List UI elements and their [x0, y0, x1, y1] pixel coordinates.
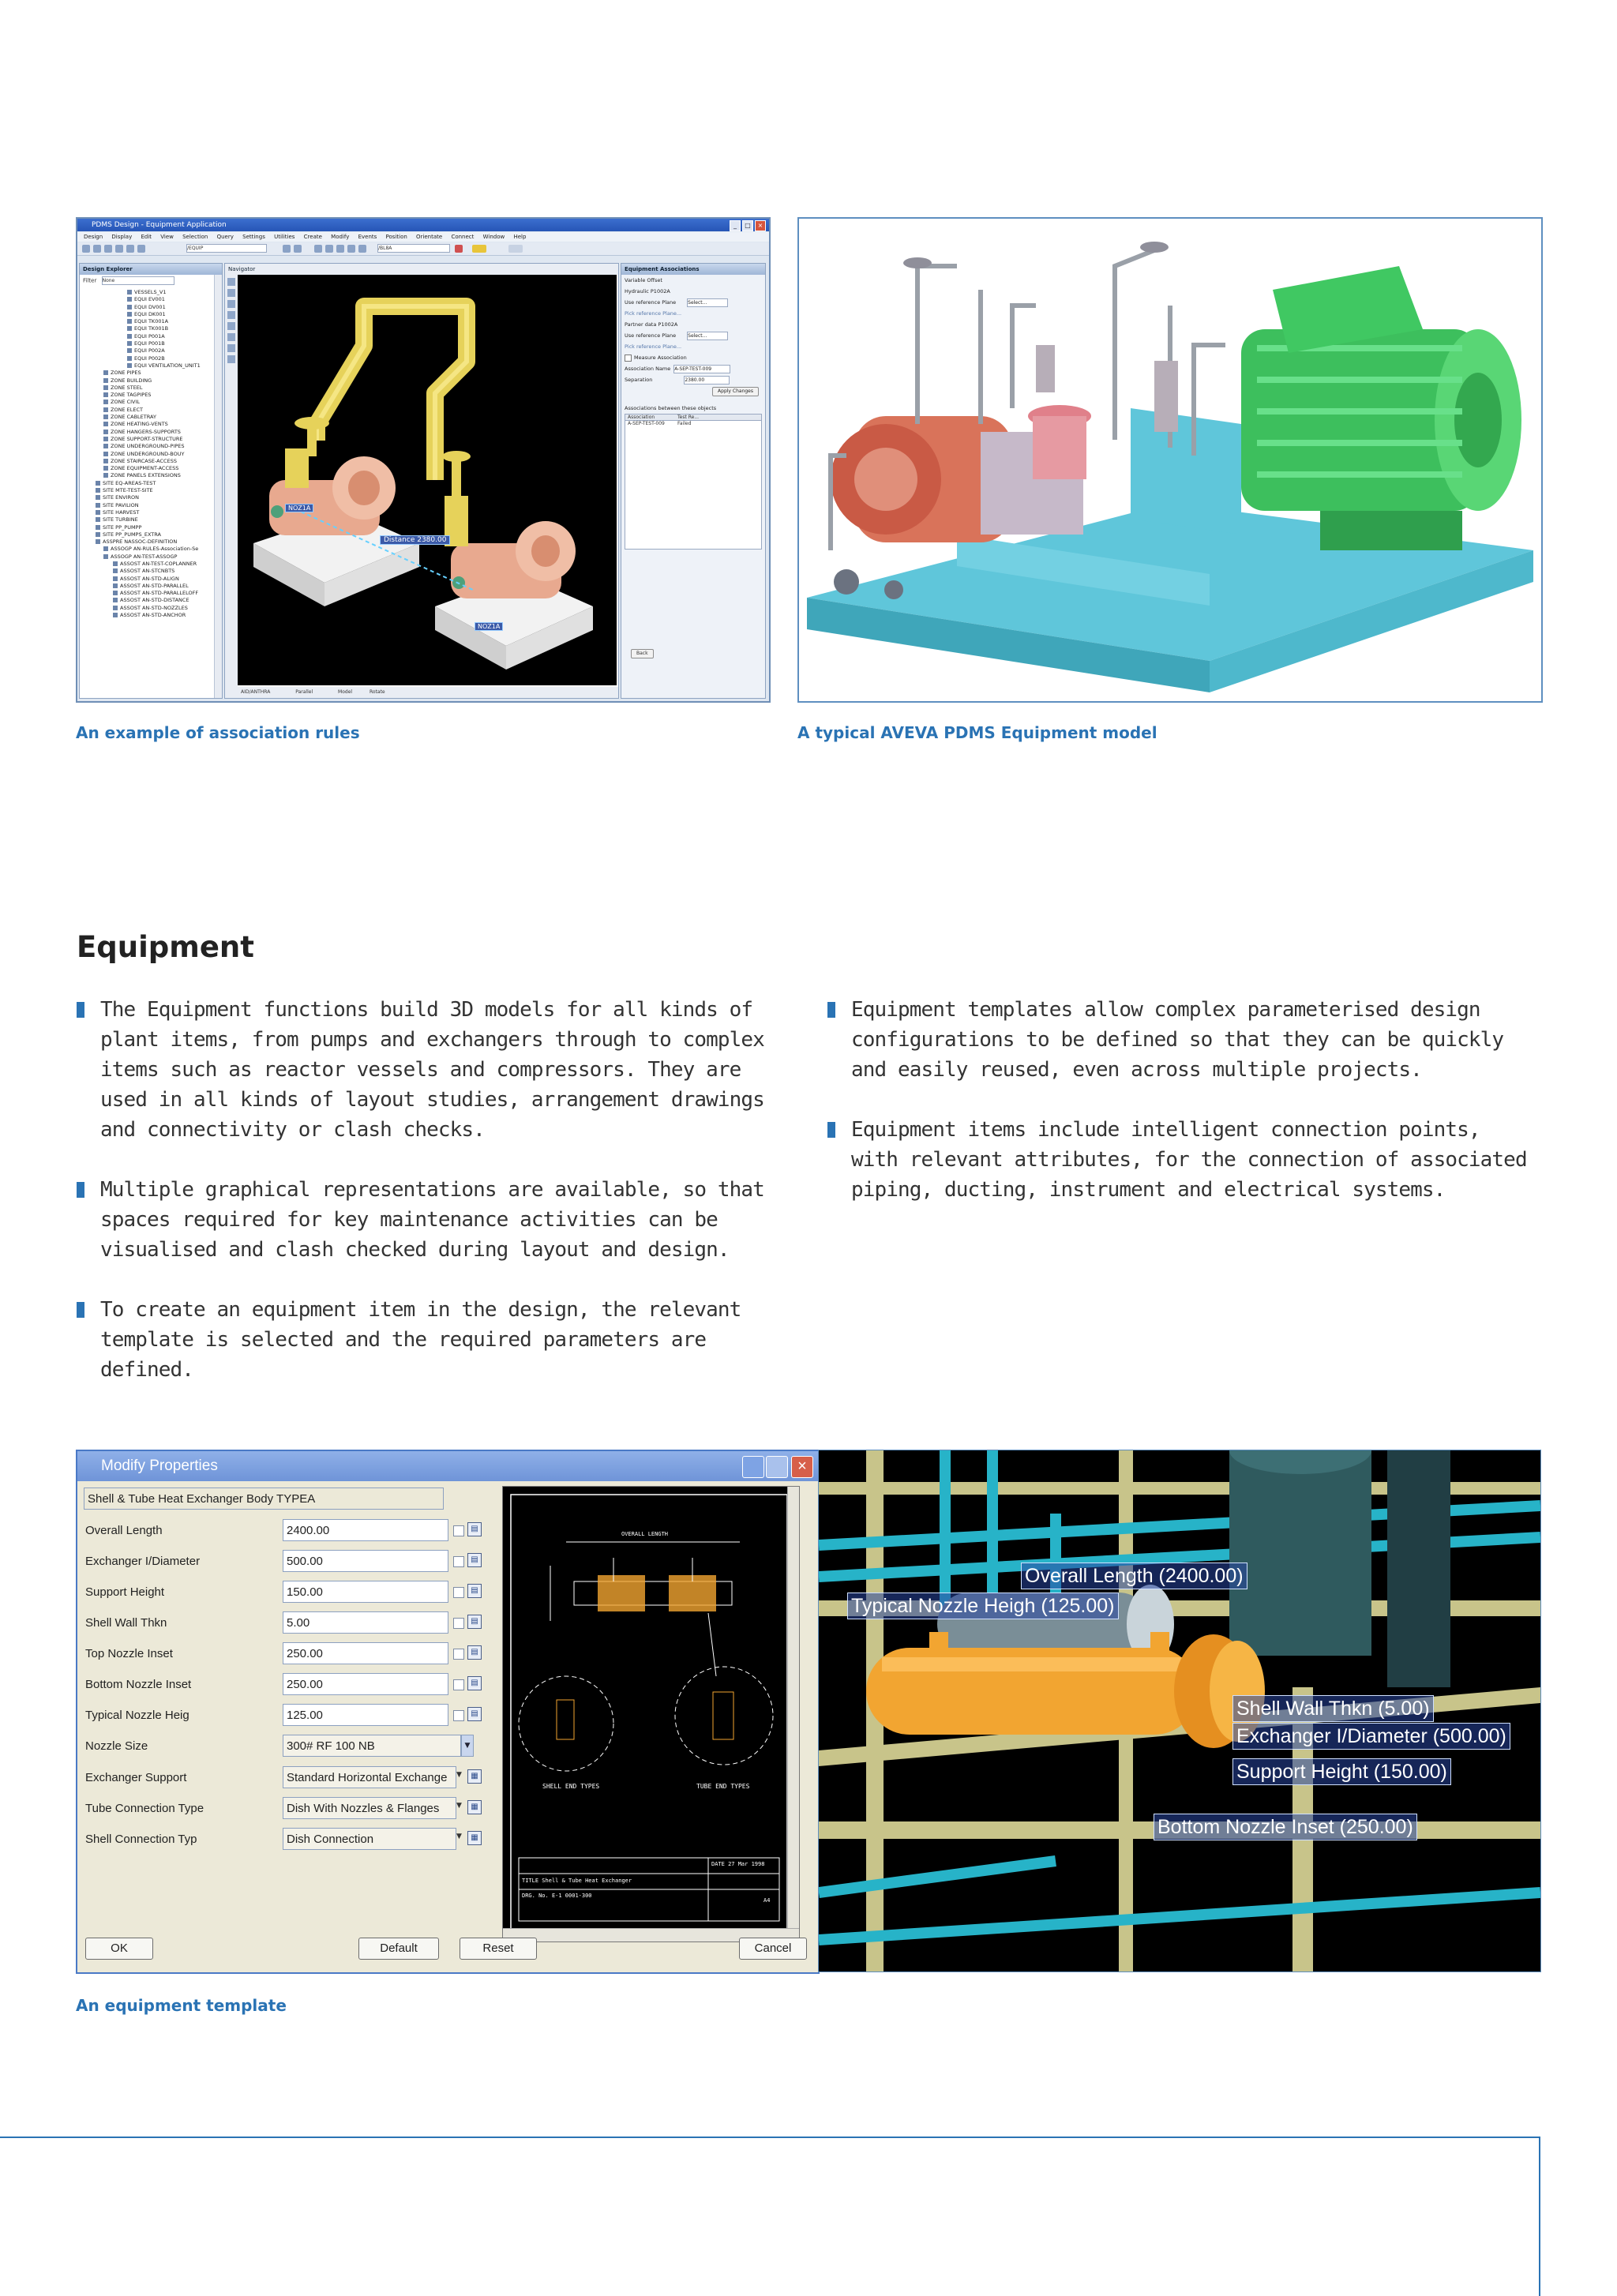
caption-equipment-model: A typical AVEVA PDMS Equipment model: [797, 723, 1157, 742]
menu-item[interactable]: Window: [482, 234, 505, 240]
overall-length-label: Overall Length (2400.00): [1021, 1563, 1247, 1589]
menu-item[interactable]: Help: [513, 234, 527, 240]
calculator-icon[interactable]: ▤: [467, 1522, 482, 1536]
tree-item[interactable]: EQUI TK001A: [80, 318, 214, 325]
association-icon: [113, 576, 118, 581]
nozzle-height-input[interactable]: 125.00: [283, 1704, 448, 1726]
pump-motor-skid-illustration: [799, 219, 1541, 701]
modify-properties-dialog: [76, 1450, 820, 1974]
measure-checkbox[interactable]: [625, 355, 632, 362]
nozzle-height-label: Typical Nozzle Heigh (125.00): [847, 1593, 1119, 1619]
chevron-down-icon[interactable]: ▼: [456, 1771, 462, 1779]
association-icon: [113, 598, 118, 602]
field-checkbox[interactable]: [453, 1587, 464, 1598]
zone-icon: [103, 422, 108, 426]
equipment-icon: [127, 363, 132, 368]
toolbar-icon[interactable]: [336, 245, 344, 253]
tree-item[interactable]: SITE MTE-TEST-SITE: [80, 487, 214, 494]
tree-item[interactable]: SITE HARVEST: [80, 509, 214, 516]
tube-end-types-note: TUBE END TYPES: [696, 1783, 750, 1790]
tree-item[interactable]: SITE PP_PUMPP: [80, 524, 214, 531]
equipment-type-field[interactable]: Shell & Tube Heat Exchanger Body TYPEA: [84, 1488, 444, 1510]
maximize-icon[interactable]: [766, 1456, 788, 1478]
tree-item[interactable]: ASSOST AN-STD-PARALLELOFF: [80, 590, 214, 597]
toolbar-icon[interactable]: [115, 245, 123, 253]
zone-icon: [103, 437, 108, 441]
back-button[interactable]: Back: [631, 649, 654, 658]
tree-item[interactable]: ASSOST AN-STD-NOZZLES: [80, 605, 214, 612]
tree-item[interactable]: ASSOST AN-STD-ALIGN: [80, 576, 214, 583]
zone-icon: [103, 459, 108, 463]
association-icon: [103, 554, 108, 559]
status-item: Parallel: [295, 689, 313, 695]
field-label: Overall Length: [85, 1524, 163, 1537]
zone-icon: [103, 378, 108, 383]
equipment-icon: [127, 348, 132, 353]
view-tool-icon[interactable]: [227, 300, 235, 308]
bullet-item: The Equipment functions build 3D models for all kinds of plant items, from pumps and exchangers through to complex items such as reactor vessels and compressors. They are used in all kinds of layout studies, arrangement drawings and connectivity or clash checks.: [77, 995, 787, 1145]
toolbar-icon[interactable]: [283, 245, 291, 253]
caption-association-rules: An example of association rules: [76, 723, 360, 742]
assoc-row: Association Name A-SEP-TEST-009: [621, 363, 765, 374]
tree-item[interactable]: EQUI P002B: [80, 355, 214, 362]
association-icon: [113, 561, 118, 566]
menu-item[interactable]: Position: [385, 234, 407, 240]
calculator-icon[interactable]: ▤: [467, 1676, 482, 1690]
status-item: Model: [338, 689, 353, 695]
calculator-icon[interactable]: ▤: [467, 1584, 482, 1598]
tree-item[interactable]: ZONE CABLETRAY: [80, 414, 214, 421]
view-tool-icon[interactable]: [227, 322, 235, 330]
exchanger-diameter-label: Exchanger I/Diameter (500.00): [1232, 1723, 1510, 1750]
table-row[interactable]: [625, 421, 761, 426]
tree-item[interactable]: ZONE TAGPIPES: [80, 392, 214, 399]
view-tool-icon[interactable]: [227, 289, 235, 297]
field-label: Exchanger I/Diameter: [85, 1555, 201, 1568]
tree-item[interactable]: ZONE STEEL: [80, 385, 214, 392]
bullet-item: Equipment items include intelligent connection points, with relevant attributes, for the connection of associated piping, ducting, instrument and electrical systems.: [827, 1115, 1538, 1205]
toolbar-icon[interactable]: [472, 245, 486, 253]
tree-item[interactable]: SITE EQ-AREAS-TEST: [80, 480, 214, 487]
toolbar: [77, 242, 769, 256]
menu-item[interactable]: Events: [358, 234, 377, 240]
tree-item[interactable]: SITE TURBINE: [80, 516, 214, 523]
field-checkbox[interactable]: [453, 1556, 464, 1567]
site-icon: [96, 495, 100, 500]
equipment-icon: [127, 312, 132, 317]
toolbar-icon[interactable]: [126, 245, 134, 253]
tree-item[interactable]: ZONE ELECT: [80, 407, 214, 414]
filter-select[interactable]: None: [102, 276, 174, 285]
3d-viewport[interactable]: [238, 275, 617, 685]
zone-icon: [103, 370, 108, 375]
equipment-icon: [127, 319, 132, 324]
assoc-row: Partner data P1002A: [625, 321, 678, 328]
view-tool-icon[interactable]: [227, 355, 235, 363]
viewport-title: Navigator: [225, 264, 618, 275]
view-tool-icon[interactable]: [227, 333, 235, 341]
exchanger-support-select[interactable]: Standard Horizontal Exchange: [283, 1766, 456, 1788]
tree-item[interactable]: ZONE UNDERGROUND-BOUY: [80, 451, 214, 458]
chevron-down-icon[interactable]: ▼: [461, 1735, 474, 1757]
filter-label: Filter: [83, 277, 97, 284]
reset-button[interactable]: Reset: [460, 1938, 537, 1960]
assoc-title: Equipment Associations: [621, 264, 765, 275]
toolbar-icon[interactable]: [358, 245, 366, 253]
field-label: Exchanger Support: [85, 1771, 187, 1784]
footer-frame: [0, 2137, 1540, 2296]
tree-item[interactable]: VESSELS_V1: [80, 289, 214, 296]
window-title: PDMS Design - Equipment Application: [92, 221, 227, 229]
assoc-table-header: [625, 415, 761, 421]
assoc-link[interactable]: Pick reference Plane...: [625, 310, 682, 317]
zone-icon: [103, 473, 108, 478]
view-toolbar: [225, 275, 238, 687]
ok-button[interactable]: OK: [85, 1938, 153, 1960]
menu-item[interactable]: Design: [84, 234, 103, 240]
toolbar-icon[interactable]: [508, 245, 523, 253]
assoc-link[interactable]: Pick reference Plane...: [625, 343, 682, 350]
tree-item[interactable]: ZONE EQUIPMENT-ACCESS: [80, 465, 214, 472]
separation-input[interactable]: 2380.00: [684, 376, 730, 385]
element-field[interactable]: /EQUIP: [186, 244, 267, 253]
tree-item[interactable]: EQUI TK001B: [80, 325, 214, 332]
back-row: [628, 643, 654, 658]
association-icon: [113, 606, 118, 610]
assoc-row: [621, 385, 765, 396]
pdms-design-window: [76, 217, 771, 703]
shell-wall-input[interactable]: 5.00: [283, 1611, 448, 1634]
bottom-nozzle-inset-label: Bottom Nozzle Inset (250.00): [1154, 1814, 1417, 1840]
chevron-down-icon[interactable]: ▼: [456, 1833, 462, 1840]
top-nozzle-inset-input[interactable]: 250.00: [283, 1642, 448, 1664]
equipment-icon: [127, 290, 132, 295]
menu-item[interactable]: Selection: [182, 234, 208, 240]
assoc-row: Use reference Plane Select...: [621, 297, 765, 308]
title-block-drg: DRG. No. E-1 0001-300: [522, 1893, 592, 1899]
zone-icon: [103, 407, 108, 412]
menu-item[interactable]: Settings: [242, 234, 265, 240]
shell-end-types-note: SHELL END TYPES: [542, 1783, 600, 1790]
tree-item[interactable]: ZONE CIVIL: [80, 399, 214, 406]
tree-item[interactable]: EQUI DK001: [80, 311, 214, 318]
zone-icon: [103, 466, 108, 471]
field-label: Typical Nozzle Heig: [85, 1709, 189, 1722]
navigator-panel: [224, 263, 619, 699]
zone-icon: [103, 392, 108, 397]
cancel-button[interactable]: Cancel: [739, 1938, 807, 1960]
tree-item[interactable]: ASSOST AN-STCNBTS: [80, 568, 214, 575]
tree-item[interactable]: SITE PP_PUMPS_EXTRA: [80, 531, 214, 538]
field-checkbox[interactable]: [453, 1710, 464, 1721]
assoc-row: Use reference Plane Select...: [621, 330, 765, 341]
assoc-row: Hydraulic P1002A: [625, 288, 670, 295]
assoc-between-label: Associations between these objects: [625, 405, 717, 411]
column-header[interactable]: Test Re...: [677, 415, 700, 420]
edit-grid-icon[interactable]: ▦: [467, 1769, 482, 1784]
calculator-icon[interactable]: ▤: [467, 1645, 482, 1660]
tree-item[interactable]: EQUI P001A: [80, 333, 214, 340]
filter-row: [80, 275, 222, 287]
field-checkbox[interactable]: [453, 1525, 464, 1536]
equipment-icon: [127, 297, 132, 302]
assoc-table: [625, 414, 762, 550]
title-block-sheet: A4: [763, 1897, 771, 1904]
field-label: Bottom Nozzle Inset: [85, 1678, 192, 1691]
menu-bar: [77, 232, 769, 242]
toolbar-icon[interactable]: [82, 245, 90, 253]
field-checkbox[interactable]: [453, 1679, 464, 1690]
shell-wall-label: Shell Wall Thkn (5.00): [1232, 1695, 1434, 1722]
tube-connection-select[interactable]: Dish With Nozzles & Flanges: [283, 1797, 456, 1819]
close-icon[interactable]: ×: [791, 1456, 813, 1478]
overall-length-input[interactable]: 2400.00: [283, 1519, 448, 1541]
maximize-icon[interactable]: □: [742, 220, 753, 231]
tree-item[interactable]: ASSOST AN-TEST-COPLANNER: [80, 561, 214, 568]
pump-pair-illustration: [238, 275, 617, 685]
association-icon: [96, 539, 100, 544]
menu-item[interactable]: Query: [216, 234, 234, 240]
section-heading: Equipment: [77, 930, 254, 964]
tree-item[interactable]: ZONE PIPES: [80, 370, 214, 377]
nozzle-size-select[interactable]: 300# RF 100 NB: [283, 1735, 461, 1757]
exchanger-drawing: [503, 1487, 799, 1941]
window-title-bar: [77, 219, 769, 231]
site-icon: [96, 517, 100, 522]
toolbar-icon[interactable]: [294, 245, 302, 253]
tree-item[interactable]: ASSOST AN-STD-ANCHOR: [80, 612, 214, 619]
nozzle-tag-b: NOZ1A: [475, 622, 503, 631]
tree-item[interactable]: SITE PAVILION: [80, 502, 214, 509]
field-label: Top Nozzle Inset: [85, 1647, 173, 1660]
close-icon[interactable]: ×: [755, 220, 766, 231]
toolbar-icon[interactable]: [137, 245, 145, 253]
shell-connection-select[interactable]: Dish Connection: [283, 1828, 456, 1850]
apply-changes-button[interactable]: Apply Changes: [712, 387, 759, 396]
view-tool-icon[interactable]: [227, 278, 235, 286]
chevron-down-icon[interactable]: ▼: [456, 1802, 462, 1810]
toolbar-icon[interactable]: [104, 245, 112, 253]
calculator-icon[interactable]: ▤: [467, 1615, 482, 1629]
edit-grid-icon[interactable]: ▦: [467, 1831, 482, 1845]
column-header[interactable]: Association: [628, 415, 655, 420]
support-height-label: Support Height (150.00): [1232, 1758, 1451, 1785]
tree-item[interactable]: ASSPRE NASSOC-DEFINITION: [80, 538, 214, 546]
bullet-item: Equipment templates allow complex parameterised design configurations to be defined so that they can be quickly and easily reused, even across multiple projects.: [827, 995, 1538, 1085]
minimize-icon[interactable]: [742, 1456, 764, 1478]
zone-icon: [103, 415, 108, 419]
tree-item[interactable]: EQUI VENTILATION_UNIT1: [80, 362, 214, 370]
caption-equipment-template: An equipment template: [76, 1996, 287, 2015]
equipment-model-image: [797, 217, 1543, 703]
field-label: Support Height: [85, 1585, 165, 1599]
status-item: Rotate: [369, 689, 385, 695]
toolbar-icon[interactable]: [325, 245, 333, 253]
field-label: Shell Connection Typ: [85, 1833, 197, 1846]
calculator-icon[interactable]: ▤: [467, 1553, 482, 1567]
menu-item[interactable]: Create: [303, 234, 322, 240]
toolbar-icon[interactable]: [314, 245, 322, 253]
tree-item[interactable]: ZONE PANELS EXTENSIONS: [80, 472, 214, 479]
field-label: Nozzle Size: [85, 1739, 148, 1753]
tree-item[interactable]: ASSOGP AN-RULES-Association-Se: [80, 546, 214, 553]
left-bullet-list: [77, 995, 787, 1415]
tree-item[interactable]: ASSOGP AN-TEST-ASSOGP: [80, 553, 214, 561]
view-tool-icon[interactable]: [227, 344, 235, 352]
design-tree: [80, 289, 214, 619]
zone-icon: [103, 444, 108, 448]
field-label: Tube Connection Type: [85, 1802, 204, 1815]
tree-item[interactable]: ZONE HANGERS-SUPPORTS: [80, 429, 214, 436]
tree-item[interactable]: EQUI P002A: [80, 347, 214, 355]
minimize-icon[interactable]: _: [730, 220, 741, 231]
dialog-title-bar: [77, 1451, 818, 1481]
menu-item[interactable]: Connect: [451, 234, 475, 240]
reference-plane-select[interactable]: Select...: [687, 332, 728, 340]
site-icon: [96, 503, 100, 508]
assoc-row[interactable]: Measure Association: [621, 352, 765, 363]
support-height-input[interactable]: 150.00: [283, 1581, 448, 1603]
assoc-row: Separation 2380.00: [621, 374, 765, 385]
zone-icon: [103, 430, 108, 434]
equipment-associations-panel: [621, 263, 766, 699]
tree-item[interactable]: EQUI EV001: [80, 296, 214, 303]
distance-label: Distance 2380.00: [380, 535, 450, 545]
site-icon: [96, 510, 100, 515]
assoc-row: Variable Offset: [625, 277, 662, 283]
site-icon: [96, 488, 100, 493]
bullet-item: To create an equipment item in the design, the relevant template is selected and the required parameters are defined.: [77, 1295, 787, 1385]
menu-item[interactable]: Utilities: [274, 234, 295, 240]
equipment-icon: [127, 326, 132, 331]
edit-grid-icon[interactable]: ▦: [467, 1800, 482, 1814]
association-name-input[interactable]: A-SEP-TEST-009: [673, 365, 730, 373]
field-label: Shell Wall Thkn: [85, 1616, 167, 1630]
assoc-cell: Failed: [677, 421, 692, 426]
title-block-date: DATE 27 Mar 1998: [711, 1861, 765, 1867]
toolbar-icon[interactable]: [347, 245, 355, 253]
dialog-title: Modify Properties: [101, 1458, 218, 1474]
association-icon: [103, 546, 108, 551]
design-explorer-title: Design Explorer: [80, 264, 222, 275]
menu-item[interactable]: View: [160, 234, 174, 240]
field-checkbox[interactable]: [453, 1618, 464, 1629]
clear-icon[interactable]: [455, 245, 463, 253]
colour-field[interactable]: /BL8A: [377, 244, 450, 253]
calculator-icon[interactable]: ▤: [467, 1707, 482, 1721]
equipment-icon: [127, 334, 132, 339]
nozzle-tag-a: NOZ1A: [285, 504, 313, 512]
site-icon: [96, 481, 100, 486]
view-tool-icon[interactable]: [227, 311, 235, 319]
tree-scrollbar[interactable]: [214, 275, 222, 698]
equipment-icon: [127, 341, 132, 346]
tree-item[interactable]: SITE ENVIRON: [80, 494, 214, 501]
tree-item[interactable]: EQUI P001B: [80, 340, 214, 347]
reference-plane-select[interactable]: Select...: [687, 298, 728, 307]
association-icon: [113, 591, 118, 595]
toolbar-icon[interactable]: [93, 245, 101, 253]
design-explorer-panel: [79, 263, 223, 699]
exchanger-diameter-input[interactable]: 500.00: [283, 1550, 448, 1572]
overall-length-note: OVERALL LENGTH: [621, 1531, 669, 1537]
tree-item[interactable]: ZONE HEATING-VENTS: [80, 421, 214, 428]
right-bullet-list: [827, 995, 1538, 1235]
menu-item[interactable]: Orientate: [416, 234, 443, 240]
site-icon: [96, 525, 100, 530]
site-icon: [96, 532, 100, 537]
tree-item[interactable]: ZONE BUILDING: [80, 377, 214, 385]
menu-item[interactable]: Modify: [331, 234, 350, 240]
default-button[interactable]: Default: [358, 1938, 439, 1960]
tree-item[interactable]: ZONE UNDERGROUND-PIPES: [80, 443, 214, 450]
status-item: AID/ANTHRA: [241, 689, 271, 695]
association-icon: [113, 568, 118, 573]
menu-item[interactable]: Edit: [141, 234, 152, 240]
equipment-icon: [127, 356, 132, 361]
association-icon: [113, 613, 118, 617]
tree-item[interactable]: ASSOST AN-STD-DISTANCE: [80, 597, 214, 604]
field-checkbox[interactable]: [453, 1649, 464, 1660]
tree-item[interactable]: ASSOST AN-STD-PARALLEL: [80, 583, 214, 590]
zone-icon: [103, 385, 108, 390]
heat-exchanger-3d-view: [818, 1450, 1541, 1972]
tree-item[interactable]: ZONE STAIRCASE-ACCESS: [80, 458, 214, 465]
bottom-nozzle-inset-input[interactable]: 250.00: [283, 1673, 448, 1695]
zone-icon: [103, 400, 108, 404]
association-icon: [113, 583, 118, 588]
status-bar: [225, 687, 618, 698]
assoc-cell: A-SEP-TEST-009: [628, 421, 665, 426]
tree-item[interactable]: EQUI DV001: [80, 304, 214, 311]
bullet-item: Multiple graphical representations are available, so that spaces required for key maintenance activities can be visualised and clash checked during layout and design.: [77, 1175, 787, 1265]
template-drawing-pane: [502, 1486, 800, 1942]
zone-icon: [103, 452, 108, 456]
title-block-title: TITLE Shell & Tube Heat Exchanger: [522, 1878, 632, 1884]
tree-item[interactable]: ZONE SUPPORT-STRUCTURE: [80, 436, 214, 443]
equipment-icon: [127, 305, 132, 310]
vertical-scrollbar[interactable]: [787, 1487, 799, 1929]
menu-item[interactable]: Display: [111, 234, 133, 240]
